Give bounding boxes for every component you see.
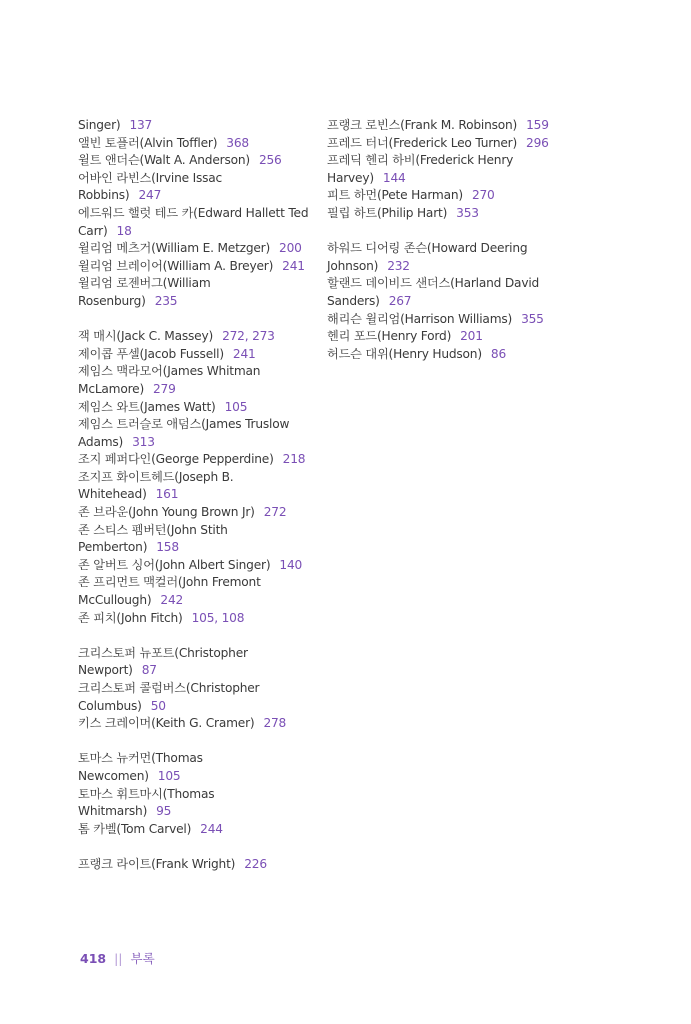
index-entry: [78, 328, 318, 346]
page-number: 418: [80, 951, 107, 966]
index-entry: [327, 328, 567, 346]
entry-name: 윌트 앤더슨(Walt A. Anderson): [78, 153, 250, 168]
entry-name: 윌리엄 로젠버그(William: [78, 276, 211, 291]
entry-name: 피트 하먼(Pete Harman): [327, 188, 463, 203]
entry-name: 크리스토퍼 뉴포트(Christopher: [78, 645, 248, 660]
entry-pages: 144: [382, 170, 406, 185]
entry-pages: 226: [244, 856, 267, 871]
entry-name: Robbins): [78, 188, 130, 203]
entry-pages: 105, 108: [191, 610, 245, 625]
entry-pages: 18: [116, 223, 132, 238]
entry-pages: 235: [154, 293, 178, 308]
entry-name: 윌리엄 메츠거(William E. Metzger): [78, 241, 271, 256]
index-entry: [78, 662, 318, 680]
index-entry: [78, 240, 318, 258]
entry-name: 프랭크 라이트(Frank Wright): [78, 856, 236, 871]
entry-name: 톰 카벨(Tom Carvel): [78, 821, 192, 836]
index-entry: [78, 346, 318, 364]
entry-pages: 105: [157, 768, 181, 783]
index-entry: [78, 522, 318, 540]
index-entry: [78, 117, 318, 135]
index-column-right: [327, 117, 567, 363]
footer-separator: ||: [114, 951, 123, 966]
entry-name: 프레드 터너(Frederick Leo Turner): [327, 135, 518, 150]
index-entry: [78, 645, 318, 663]
entry-pages: 313: [132, 434, 155, 449]
entry-pages: 158: [156, 540, 179, 555]
entry-pages: 232: [387, 258, 410, 273]
entry-name: Pemberton): [78, 540, 148, 555]
index-entry: [78, 293, 318, 311]
index-entry: [327, 258, 567, 276]
index-entry: [327, 117, 567, 135]
entry-pages: 105: [224, 399, 248, 414]
entry-name: Newport): [78, 663, 133, 678]
entry-pages: 267: [388, 293, 412, 308]
index-entry: [78, 786, 318, 804]
index-entry: [78, 680, 318, 698]
entry-name: 할랜드 데이비드 샌더스(Harland David: [327, 276, 540, 291]
entry-name: 허드슨 대위(Henry Hudson): [327, 346, 482, 361]
entry-name: 존 피치(John Fitch): [78, 610, 183, 625]
entry-name: Carr): [78, 223, 108, 238]
index-entry: [78, 205, 318, 223]
entry-pages: 137: [129, 118, 153, 132]
index-entry: [78, 610, 318, 628]
entry-pages: 241: [282, 258, 305, 273]
entry-name: Adams): [78, 434, 124, 449]
entry-name: Whitmarsh): [78, 804, 148, 819]
index-entry: [327, 205, 567, 223]
index-entry: [78, 275, 318, 293]
entry-name: 하워드 디어링 존슨(Howard Deering: [327, 241, 528, 256]
entry-pages: 355: [521, 311, 544, 326]
entry-gap: [78, 311, 318, 329]
entry-name: 프랭크 로빈스(Frank M. Robinson): [327, 118, 518, 132]
index-entry: [327, 311, 567, 329]
entry-name: 윌리엄 브레이어(William A. Breyer): [78, 258, 274, 273]
entry-name: 제임스 트러슬로 애덤스(James Truslow: [78, 417, 290, 432]
entry-name: 토마스 뉴커먼(Thomas: [78, 751, 203, 766]
entry-name: Harvey): [327, 170, 374, 185]
entry-name: 존 스티스 펨버턴(John Stith: [78, 522, 228, 537]
entry-name: 크리스토퍼 콜럼버스(Christopher: [78, 681, 260, 695]
index-entry: [327, 293, 567, 311]
entry-pages: 278: [263, 716, 287, 731]
entry-name: 조지 페퍼다인(George Pepperdine): [78, 452, 274, 467]
entry-name: McLamore): [78, 381, 144, 396]
entry-pages: 279: [153, 381, 176, 396]
entry-pages: 161: [155, 487, 179, 502]
entry-name: Columbus): [78, 698, 142, 713]
entry-name: 앨빈 토플러(Alvin Toffler): [78, 135, 218, 150]
index-entry: [78, 434, 318, 452]
entry-name: 존 브라운(John Young Brown Jr): [78, 505, 255, 520]
entry-name: Johnson): [327, 258, 379, 273]
entry-pages: 218: [282, 452, 306, 467]
index-entry: [78, 381, 318, 399]
entry-name: McCullough): [78, 593, 152, 608]
entry-pages: 272: [263, 505, 287, 520]
index-entry: [78, 539, 318, 557]
index-entry: [78, 170, 318, 188]
section-title: 부록: [130, 951, 155, 966]
entry-gap: [327, 223, 567, 241]
page-footer: [80, 949, 155, 967]
entry-pages: 201: [460, 329, 483, 344]
entry-name: 조지프 화이트헤드(Joseph B.: [78, 469, 234, 484]
index-entry: [78, 768, 318, 786]
entry-name: 에드워드 핼럿 테드 카(Edward Hallett Ted: [78, 205, 309, 220]
index-entry: [78, 399, 318, 417]
index-entry: [78, 592, 318, 610]
index-entry: [78, 821, 318, 839]
index-entry: [78, 187, 318, 205]
entry-name: 키스 크레이머(Keith G. Cramer): [78, 716, 255, 731]
index-entry: [78, 504, 318, 522]
entry-name: 존 프리먼트 맥컬러(John Fremont: [78, 575, 261, 590]
index-entry: [78, 856, 318, 874]
entry-pages: 87: [141, 663, 157, 678]
index-entry: [327, 170, 567, 188]
entry-name: Sanders): [327, 293, 380, 308]
entry-name: 해리슨 윌리엄(Harrison Williams): [327, 311, 513, 326]
entry-name: Newcomen): [78, 768, 149, 783]
index-entry: [327, 152, 567, 170]
index-entry: [78, 486, 318, 504]
entry-name: 필립 하트(Philip Hart): [327, 205, 448, 220]
entry-pages: 200: [279, 241, 302, 256]
entry-name: 잭 매시(Jack C. Massey): [78, 329, 214, 344]
entry-pages: 368: [226, 135, 249, 150]
index-entry: [327, 187, 567, 205]
index-entry: [78, 574, 318, 592]
entry-name: Rosenburg): [78, 293, 146, 308]
entry-pages: 270: [471, 188, 495, 203]
entry-name: 토마스 휘트마시(Thomas: [78, 786, 215, 801]
index-entry: [78, 135, 318, 153]
entry-gap: [78, 733, 318, 751]
index-entry: [327, 135, 567, 153]
index-entry: [78, 557, 318, 575]
entry-pages: 244: [200, 821, 223, 836]
entry-name: 헨리 포드(Henry Ford): [327, 329, 452, 344]
entry-name: 프레딕 헨리 하비(Frederick Henry: [327, 153, 514, 168]
entry-pages: 296: [526, 135, 549, 150]
entry-pages: 95: [156, 804, 172, 819]
index-column-left: [78, 117, 318, 874]
entry-pages: 353: [456, 205, 479, 220]
entry-pages: 140: [279, 557, 303, 572]
index-entry: [78, 750, 318, 768]
entry-pages: 159: [526, 118, 549, 132]
index-entry: [78, 803, 318, 821]
entry-pages: 50: [150, 698, 166, 713]
entry-name: 제이콥 푸셀(Jacob Fussell): [78, 346, 224, 361]
index-entry: [78, 363, 318, 381]
entry-pages: 241: [232, 346, 256, 361]
entry-name: Singer): [78, 118, 121, 132]
index-entry: [78, 152, 318, 170]
index-entry: [78, 698, 318, 716]
entry-gap: [78, 627, 318, 645]
index-entry: [327, 275, 567, 293]
entry-name: 제임스 맥라모어(James Whitman: [78, 364, 261, 379]
entry-pages: 247: [138, 188, 162, 203]
entry-name: 어바인 라빈스(Irvine Issac: [78, 170, 223, 185]
entry-pages: 86: [490, 346, 506, 361]
index-entry: [78, 715, 318, 733]
index-entry: [327, 346, 567, 364]
index-entry: [78, 258, 318, 276]
index-entry: [78, 416, 318, 434]
entry-pages: 272, 273: [222, 329, 275, 344]
entry-pages: 256: [258, 153, 282, 168]
entry-name: 제임스 와트(James Watt): [78, 399, 216, 414]
entry-pages: 242: [160, 593, 184, 608]
entry-gap: [78, 838, 318, 856]
index-entry: [327, 240, 567, 258]
index-entry: [78, 469, 318, 487]
entry-name: 존 알버트 싱어(John Albert Singer): [78, 557, 271, 572]
index-entry: [78, 451, 318, 469]
index-entry: [78, 223, 318, 241]
entry-name: Whitehead): [78, 487, 147, 502]
